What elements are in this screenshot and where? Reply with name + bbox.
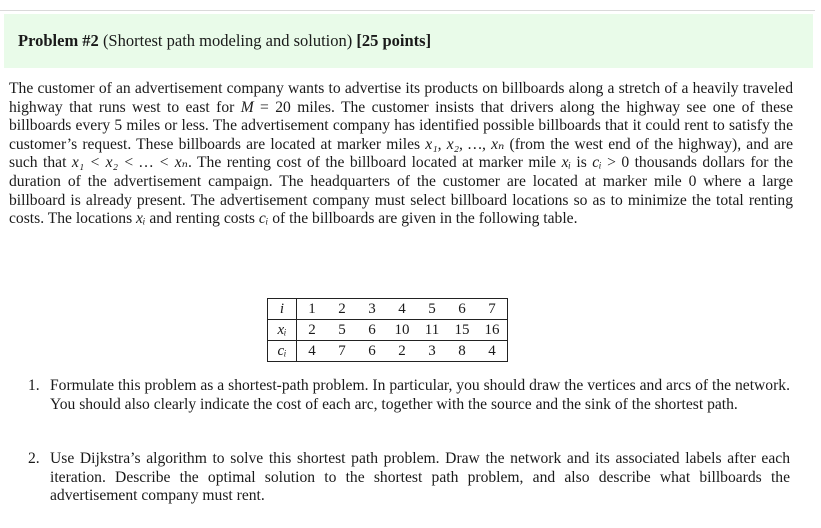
- table-cell: 2: [387, 341, 417, 362]
- math-x-list: x₁, x₂, …, xₙ: [425, 135, 505, 153]
- table-row-location: [268, 320, 508, 341]
- table-cell: 6: [357, 341, 387, 362]
- table-cell: 5: [417, 299, 447, 320]
- table-row-index: [268, 299, 508, 320]
- table-cell: 6: [447, 299, 477, 320]
- problem-points: [25 points]: [356, 31, 432, 50]
- table-cell: 16: [477, 320, 508, 341]
- problem-description: [9, 80, 793, 229]
- table-cell: 2: [297, 320, 328, 341]
- table-cell: 3: [357, 299, 387, 320]
- math-x-order: x₁ < x₂ < … < xₙ: [71, 154, 188, 172]
- intro-text-4: . The renting cost of the billboard located at marker mile: [187, 154, 562, 172]
- intro-text-2: = 20 miles. The customer insists that drivers along the highway see one of these billboards every 5 miles or less. The advertisement company has identified possible billboards that it could rent to satisfy the customer’s request. These billboards are located at marker miles: [9, 98, 793, 153]
- math-ci: cᵢ: [592, 154, 602, 172]
- problem-label: Problem #2: [18, 31, 99, 50]
- table-cell: 10: [387, 320, 417, 341]
- question-number: 1.: [28, 377, 40, 394]
- intro-text-5: is: [570, 154, 593, 172]
- table-row-header: cᵢ: [268, 341, 297, 362]
- table-cell: 4: [387, 299, 417, 320]
- table-cell: 4: [477, 341, 508, 362]
- table-cell: 6: [357, 320, 387, 341]
- table-cell: 2: [327, 299, 357, 320]
- question-number: 2.: [28, 450, 40, 467]
- table-cell: 11: [417, 320, 447, 341]
- question-text: Formulate this problem as a shortest-path problem. In particular, you should draw the vertices and arcs of the network. You should also clearly indicate the cost of each arc, together with the source and the sink of the shortest path.: [50, 377, 790, 413]
- intro-text-8: of the billboards are given in the following table.: [268, 210, 578, 228]
- table-cell: 5: [327, 320, 357, 341]
- intro-text-3: (from the west end of the highway), and are such that: [9, 135, 794, 172]
- table-cell: 15: [447, 320, 477, 341]
- intro-text-1: The customer of an advertisement company wants to advertise its products on billboards along a stretch of a heavily traveled highway that runs west to east for: [9, 80, 793, 116]
- problem-title: [18, 31, 431, 51]
- math-xi-2: xᵢ: [136, 210, 146, 228]
- table-row-cost: [268, 341, 508, 362]
- table-cell: 8: [447, 341, 477, 362]
- problem-subtitle: (Shortest path modeling and solution): [102, 31, 353, 50]
- math-M: M: [240, 98, 254, 116]
- math-ci-2: cᵢ: [258, 210, 269, 228]
- table-cell: 3: [417, 341, 447, 362]
- table-row-header: i: [268, 299, 297, 320]
- billboard-table: [267, 298, 508, 362]
- table-cell: 7: [327, 341, 357, 362]
- table-cell: 1: [297, 299, 328, 320]
- intro-text-6: > 0 thousands dollars for the duration of the advertisement campaign. The headquarters of the customer are located at marker mile 0 where a large billboard is already present. The advertisement company must select billboard locations so as to minimize the total renting costs. The locations: [9, 154, 794, 228]
- problem-header: [4, 14, 813, 68]
- table-cell: 4: [297, 341, 328, 362]
- table-cell: 7: [477, 299, 508, 320]
- math-xi: xᵢ: [561, 154, 571, 172]
- top-divider: [0, 10, 815, 11]
- question-text: Use Dijkstra’s algorithm to solve this shortest path problem. Draw the network and its associated labels after each iteration. Describe the optimal solution to the shortest path problem, and also describe what billboards the advertisement company must rent.: [50, 450, 790, 505]
- table-row-header: xᵢ: [268, 320, 297, 341]
- intro-text-7: and renting costs: [145, 210, 259, 228]
